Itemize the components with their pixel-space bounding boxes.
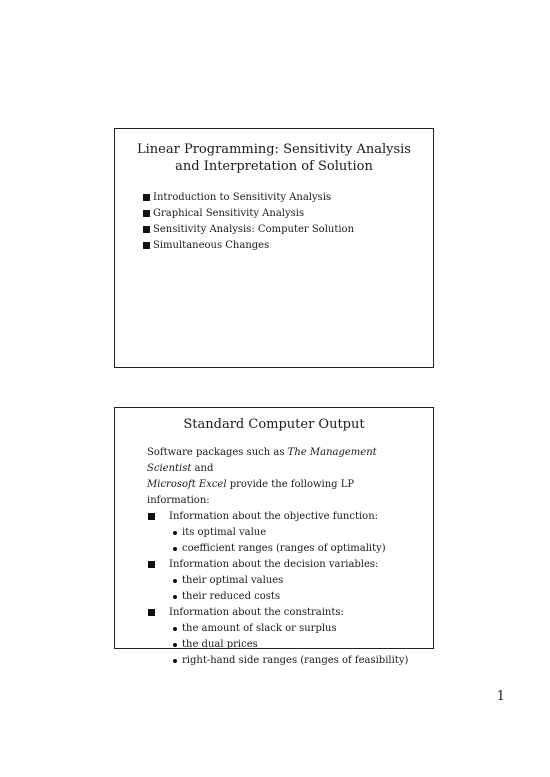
square-bullet-icon — [148, 609, 155, 616]
slide-1 — [114, 128, 434, 368]
slide-2 — [114, 407, 434, 666]
square-bullet-icon — [143, 242, 150, 249]
square-bullet-icon — [148, 513, 155, 520]
square-bullet-icon — [143, 194, 150, 201]
list-item: Information about the decision variables: their optimal values their reduced costs — [147, 557, 433, 605]
round-bullet-icon — [173, 659, 177, 663]
sub-list-item: its optimal value — [173, 525, 433, 541]
sub-list-item: their reduced costs — [173, 589, 433, 605]
round-bullet-icon — [173, 595, 177, 599]
round-bullet-icon — [173, 627, 177, 631]
list-item: Information about the objective function: its optimal value coefficient ranges (ranges of optimality) — [147, 509, 433, 557]
sub-list-item: right-hand side ranges (ranges of feasibility) — [173, 653, 433, 669]
sub-list — [169, 573, 433, 605]
round-bullet-icon — [173, 547, 177, 551]
list-item: Simultaneous Changes — [143, 238, 433, 254]
sub-list-item: the amount of slack or surplus — [173, 621, 433, 637]
sub-list-item: coefficient ranges (ranges of optimality) — [173, 541, 433, 557]
slide-1-title-line-1: Linear Programming: Sensitivity Analysis — [137, 142, 411, 157]
square-bullet-icon — [143, 226, 150, 233]
slide-2-intro: Software packages such as The Management Scientist and Microsoft Excel provide the following LP information: — [147, 447, 377, 506]
list-item: Information about the constraints: the amount of slack or surplus the dual prices right-hand side ranges (ranges of feasibility) — [147, 605, 433, 669]
slide-2-output-list — [147, 509, 433, 669]
list-item: Sensitivity Analysis: Computer Solution — [143, 222, 433, 238]
round-bullet-icon — [173, 643, 177, 647]
slide-1-bullet-list — [143, 190, 433, 254]
sub-list-item: the dual prices — [173, 637, 433, 653]
slide-1-title-line-2: and Interpretation of Solution — [175, 159, 373, 174]
list-item: Introduction to Sensitivity Analysis — [143, 190, 433, 206]
round-bullet-icon — [173, 531, 177, 535]
sub-list — [169, 525, 433, 557]
slide-2-title: Standard Computer Output — [183, 417, 365, 432]
round-bullet-icon — [173, 579, 177, 583]
sub-list — [169, 621, 433, 669]
square-bullet-icon — [143, 210, 150, 217]
list-item: Graphical Sensitivity Analysis — [143, 206, 433, 222]
square-bullet-icon — [148, 561, 155, 568]
page-number: 1 — [496, 689, 505, 704]
sub-list-item: their optimal values — [173, 573, 433, 589]
slide-1-title — [115, 141, 433, 175]
